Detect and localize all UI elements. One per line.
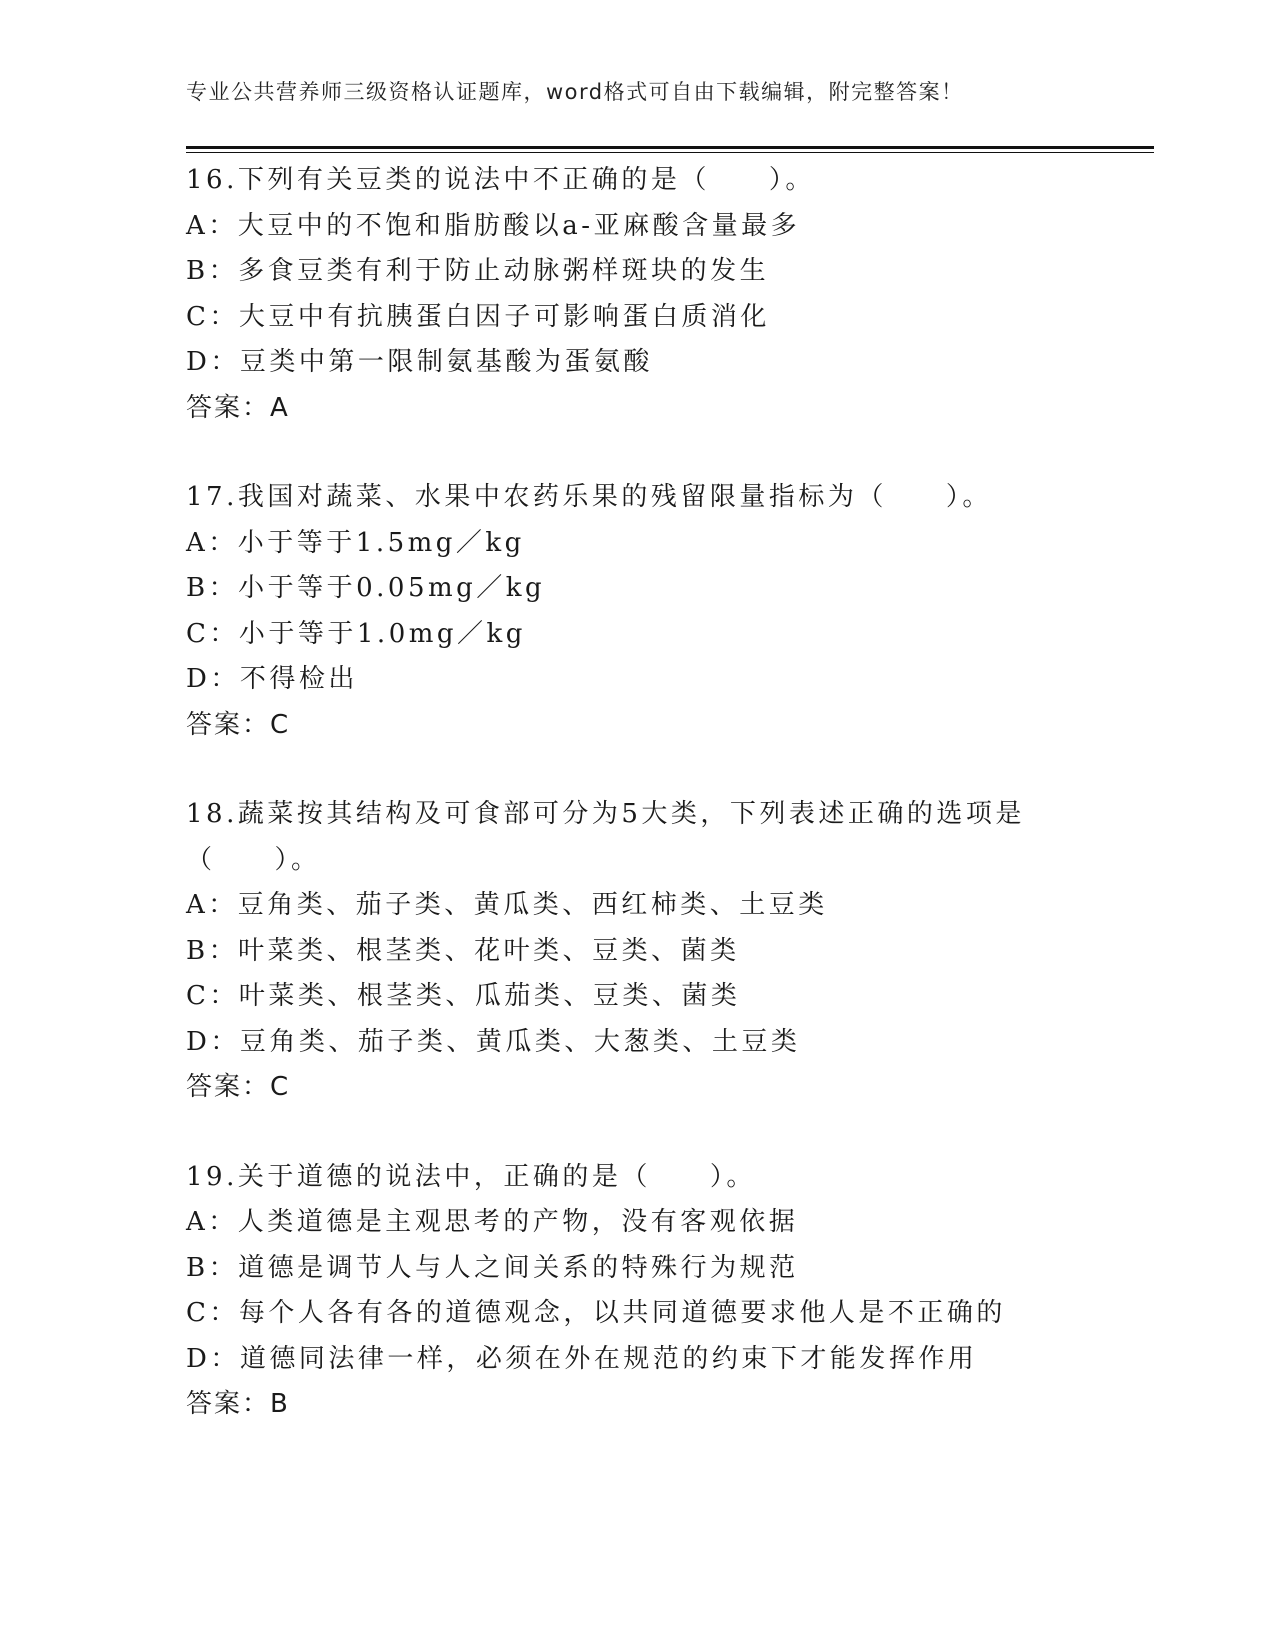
question-16 xyxy=(186,158,1066,431)
page-header: 专业公共营养师三级资格认证题库，word格式可自由下载编辑，附完整答案！ xyxy=(186,80,964,104)
option-b: B：道德是调节人与人之间关系的特殊行为规范 xyxy=(186,1252,799,1283)
option-d: D：豆类中第一限制氨基酸为蛋氨酸 xyxy=(186,347,653,377)
option-a: A：大豆中的不饱和脂肪酸以a-亚麻酸含量最多 xyxy=(186,210,801,241)
option-d: D：豆角类、茄子类、黄瓜类、大葱类、土豆类 xyxy=(186,1026,801,1057)
answer-label: 答案：C xyxy=(186,709,291,740)
option-b: B：多食豆类有利于防止动脉粥样斑块的发生 xyxy=(186,256,770,286)
question-stem: 16.下列有关豆类的说法中不正确的是（ ）。 xyxy=(186,165,815,195)
header-rule-thin xyxy=(186,152,1154,153)
answer-label: 答案：B xyxy=(186,1389,290,1419)
header-rule-thick xyxy=(186,146,1154,149)
option-c: C：大豆中有抗胰蛋白因子可影响蛋白质消化 xyxy=(186,301,770,332)
option-c: C：小于等于1.0mg／kg xyxy=(186,618,526,649)
question-stem: 19.关于道德的说法中，正确的是（ ）。 xyxy=(186,1161,756,1192)
question-list xyxy=(186,158,1066,1472)
answer-label: 答案：C xyxy=(186,1072,291,1102)
option-a: A：豆角类、茄子类、黄瓜类、西红柿类、土豆类 xyxy=(186,890,828,920)
question-stem: 18.蔬菜按其结构及可食部可分为5大类，下列表述正确的选项是（ ）。 xyxy=(186,799,1025,875)
option-d: D：不得检出 xyxy=(186,664,358,694)
option-a: A：人类道德是主观思考的产物，没有客观依据 xyxy=(186,1207,799,1237)
option-c: C：每个人各有各的道德观念，以共同道德要求他人是不正确的 xyxy=(186,1298,1006,1328)
answer-label: 答案：A xyxy=(186,392,290,423)
question-17 xyxy=(186,475,1066,748)
option-a: A：小于等于1.5mg／kg xyxy=(186,527,525,558)
question-19 xyxy=(186,1155,1066,1428)
option-b: B：小于等于0.05mg／kg xyxy=(186,573,546,603)
option-b: B：叶菜类、根茎类、花叶类、豆类、菌类 xyxy=(186,935,740,966)
option-d: D：道德同法律一样，必须在外在规范的约束下才能发挥作用 xyxy=(186,1343,978,1374)
question-stem: 17.我国对蔬菜、水果中农药乐果的残留限量指标为（ ）。 xyxy=(186,482,992,512)
question-18 xyxy=(186,792,1066,1111)
option-c: C：叶菜类、根茎类、瓜茄类、豆类、菌类 xyxy=(186,981,741,1011)
